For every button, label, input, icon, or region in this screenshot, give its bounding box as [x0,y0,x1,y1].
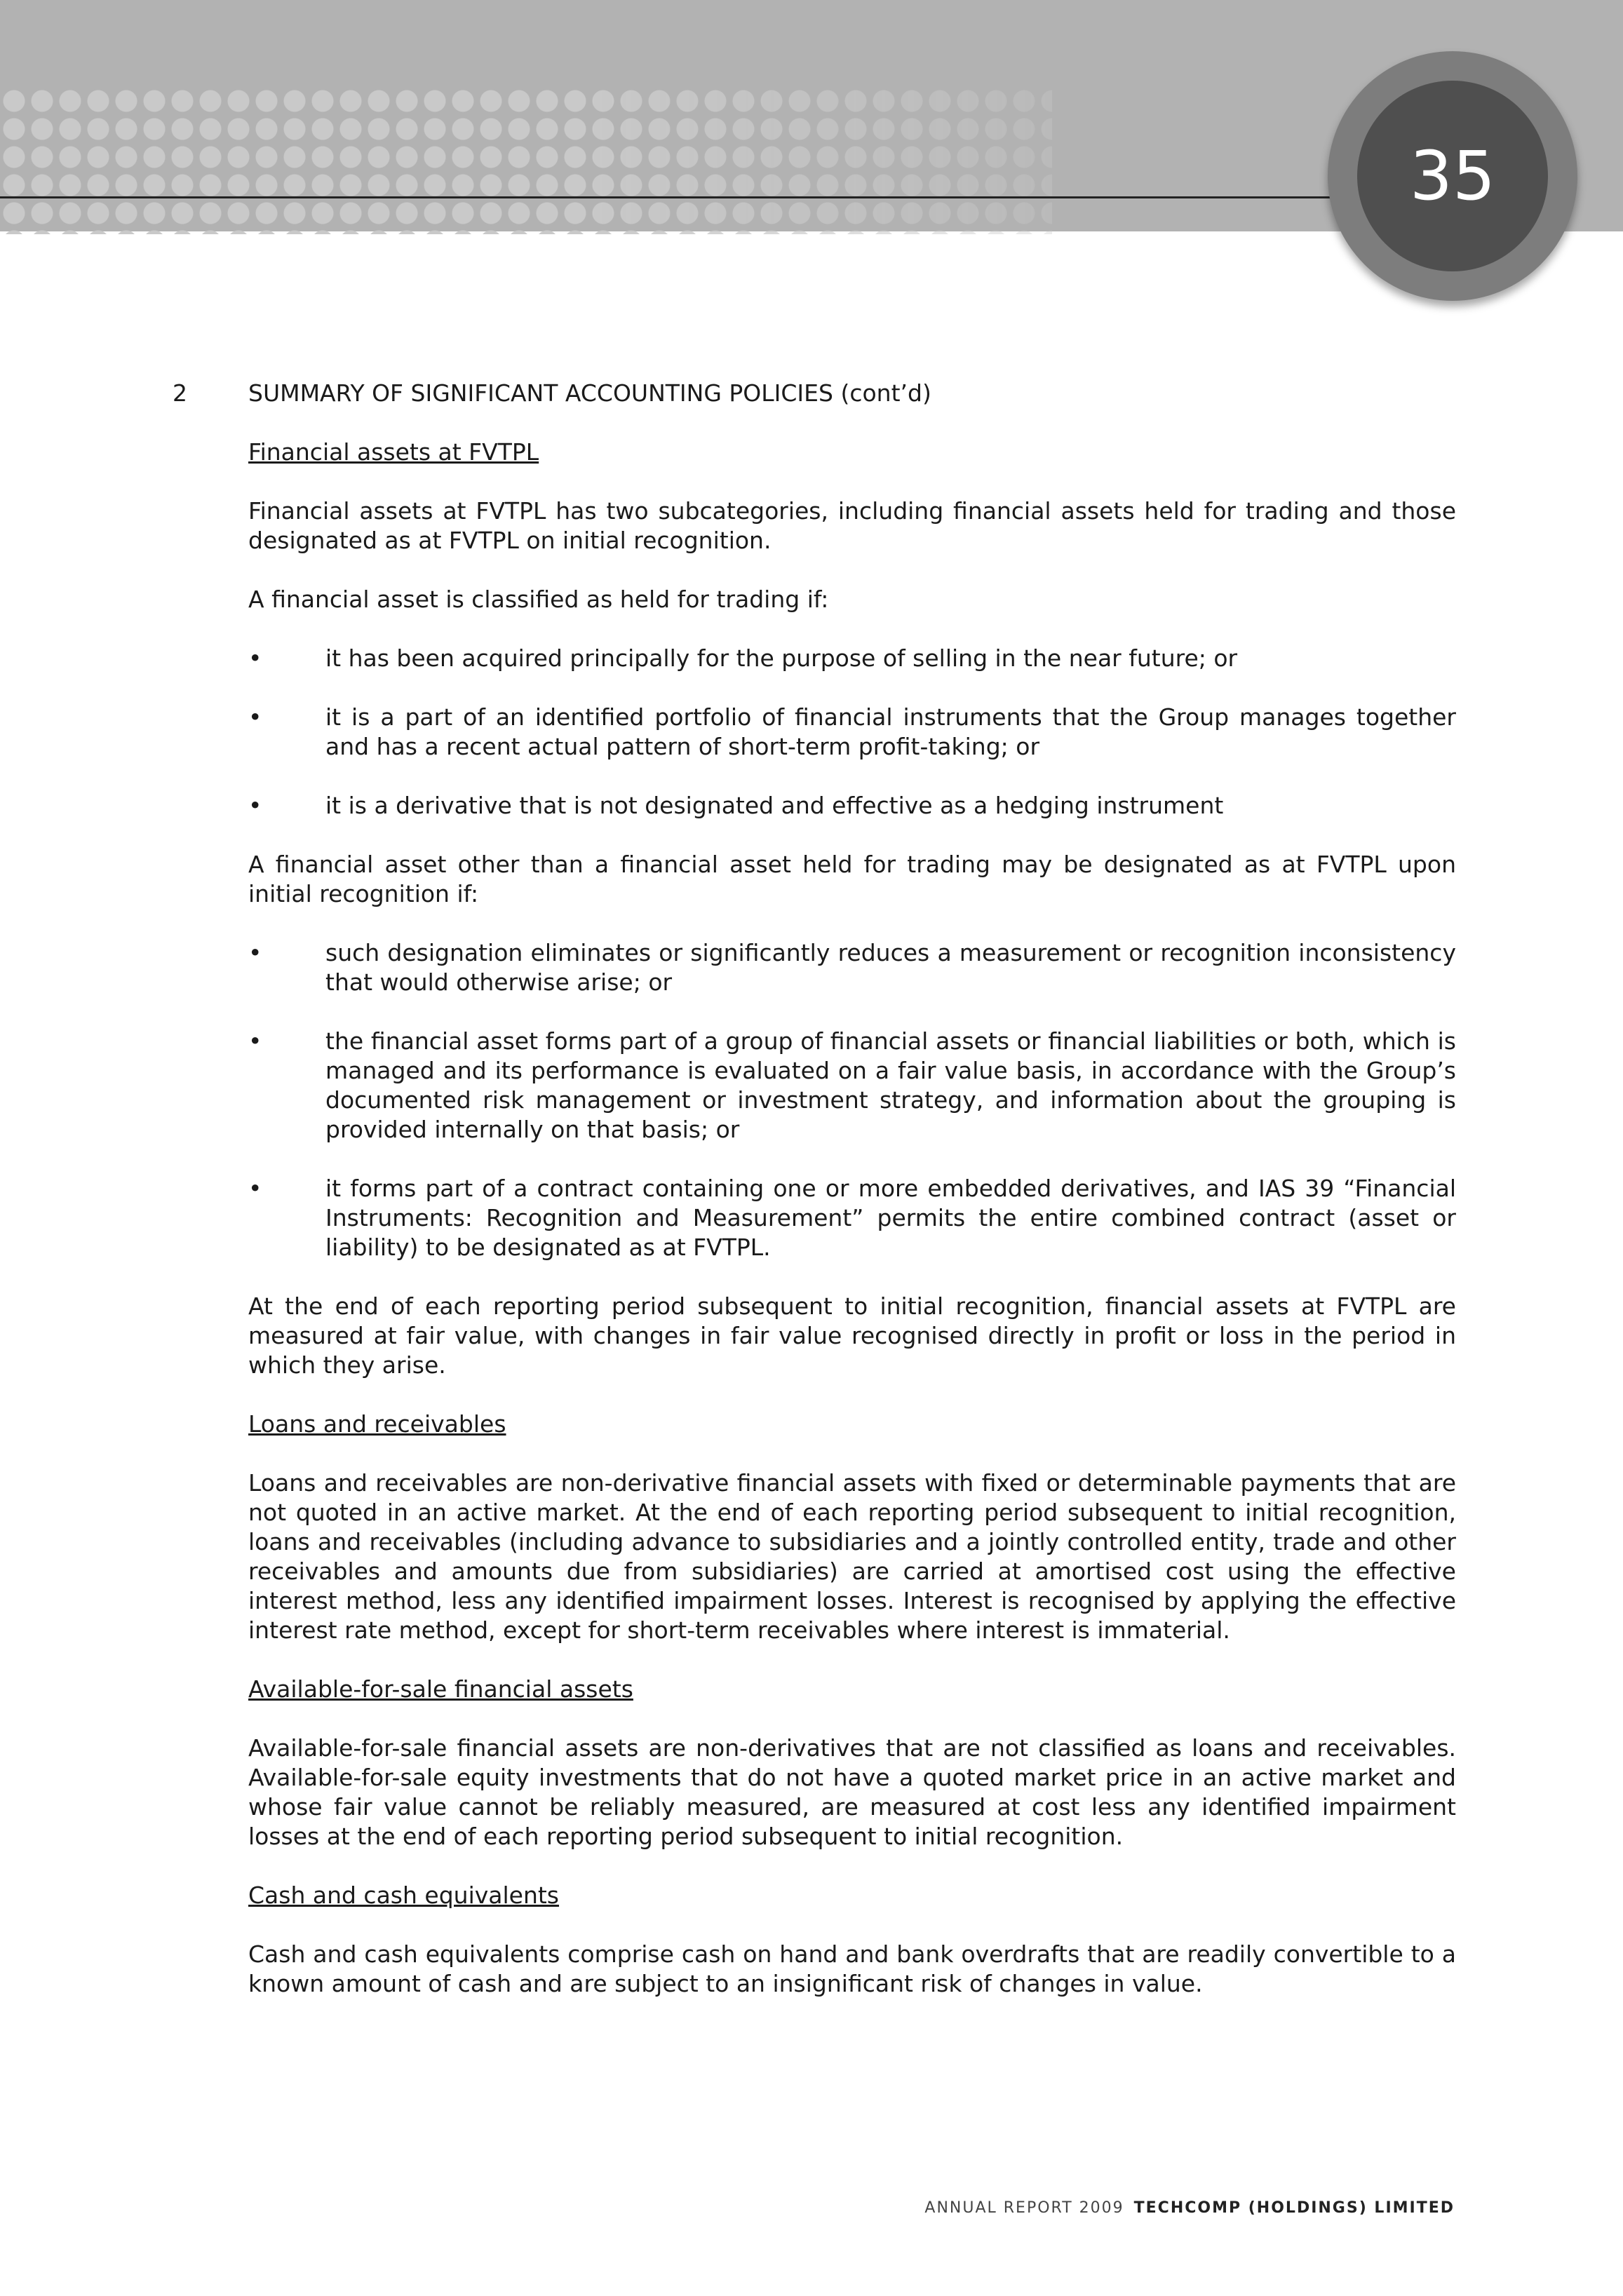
bullet-icon: • [248,1175,262,1202]
list-item-text: such designation eliminates or significantly reduces a measurement or recognition inconsistency that would otherwise arise; or [325,939,1456,996]
section-body [248,438,1456,1999]
page-content [173,379,1456,2028]
bullet-icon: • [248,703,262,731]
paragraph: Financial assets at FVTPL has two subcategories, including financial assets held for trading and those designated as at FVTPL on initial recognition. [248,497,1456,554]
section-number: 2 [173,379,187,407]
paragraph: At the end of each reporting period subsequent to initial recognition, financial assets at FVTPL are measured at fair value, with changes in fair value recognised directly in profit or loss in the period in which they arise. [248,1292,1456,1379]
subheading-available-for-sale: Available-for-sale financial assets [248,1675,633,1703]
list-item [248,1027,1456,1144]
header-rule [0,196,1354,198]
subheading-loans: Loans and receivables [248,1410,506,1438]
section-title: SUMMARY OF SIGNIFICANT ACCOUNTING POLICIES (cont’d) [248,379,931,407]
paragraph: Loans and receivables are non-derivative financial assets with fixed or determinable payments that are not quoted in an active market. At the end of each reporting period subsequent to initial recognition, loans and receivables (including advance to subsidiaries and a jointly controlled entity, trade and other receivables and amounts due from subsidiaries) are carried at amortised cost using the effective interest method, less any identified impairment losses. Interest is recognised by applying the effective interest rate method, except for short-term receivables where interest is immaterial. [248,1469,1456,1644]
list-item-text: it is a part of an identified portfolio of financial instruments that the Group manages together and has a recent actual pattern of short-term profit-taking; or [325,703,1456,760]
list-item [248,938,1456,997]
bullet-icon: • [248,792,262,819]
page-number: 35 [1357,81,1548,271]
list-item-text: it is a derivative that is not designated and effective as a hedging instrument [325,792,1224,819]
paragraph: Available-for-sale financial assets are non-derivatives that are not classified as loans and receivables. Available-for-sale equity investments that do not have a quoted market price in an active market and whose fair value cannot be reliably measured, are measured at cost less any identified impairment losses at the end of each reporting period subsequent to initial recognition. [248,1734,1456,1850]
paragraph: A financial asset is classified as held for trading if: [248,586,829,613]
list-item [248,1174,1456,1262]
list-item [248,703,1456,762]
header-dot-pattern [0,87,1052,234]
list-item [248,644,1456,673]
footer-report: ANNUAL REPORT 2009 [924,2199,1124,2217]
list-item-text: it has been acquired principally for the purpose of selling in the near future; or [325,644,1238,672]
bullet-icon: • [248,1027,262,1055]
list-item [248,791,1456,821]
list-item-text: it forms part of a contract containing one or more embedded derivatives, and IAS 39 “Financial Instruments: Recognition and Measurement” permits the entire combined contract (asset or liability) to be designated as at FVTPL. [325,1175,1456,1261]
paragraph: Cash and cash equivalents comprise cash on hand and bank overdrafts that are readily convertible to a known amount of cash and are subject to an insignificant risk of changes in value. [248,1940,1456,1997]
list-item-text: the financial asset forms part of a group of financial assets or financial liabilities or both, which is managed and its performance is evaluated on a fair value basis, in accordance with the Group’s documented risk management or investment strategy, and information about the grouping is provided internally on that basis; or [325,1027,1456,1143]
page-footer [924,2199,1455,2217]
subheading-cash: Cash and cash equivalents [248,1882,560,1909]
page-number-badge [1328,51,1577,301]
bullet-icon: • [248,939,262,966]
subheading-fvtpl: Financial assets at FVTPL [248,438,539,466]
section-heading [173,379,1456,408]
bullet-icon: • [248,644,262,672]
footer-company: TECHCOMP (HOLDINGS) LIMITED [1133,2199,1455,2217]
paragraph: A financial asset other than a financial asset held for trading may be designated as at FVTPL upon initial recognition if: [248,851,1456,907]
